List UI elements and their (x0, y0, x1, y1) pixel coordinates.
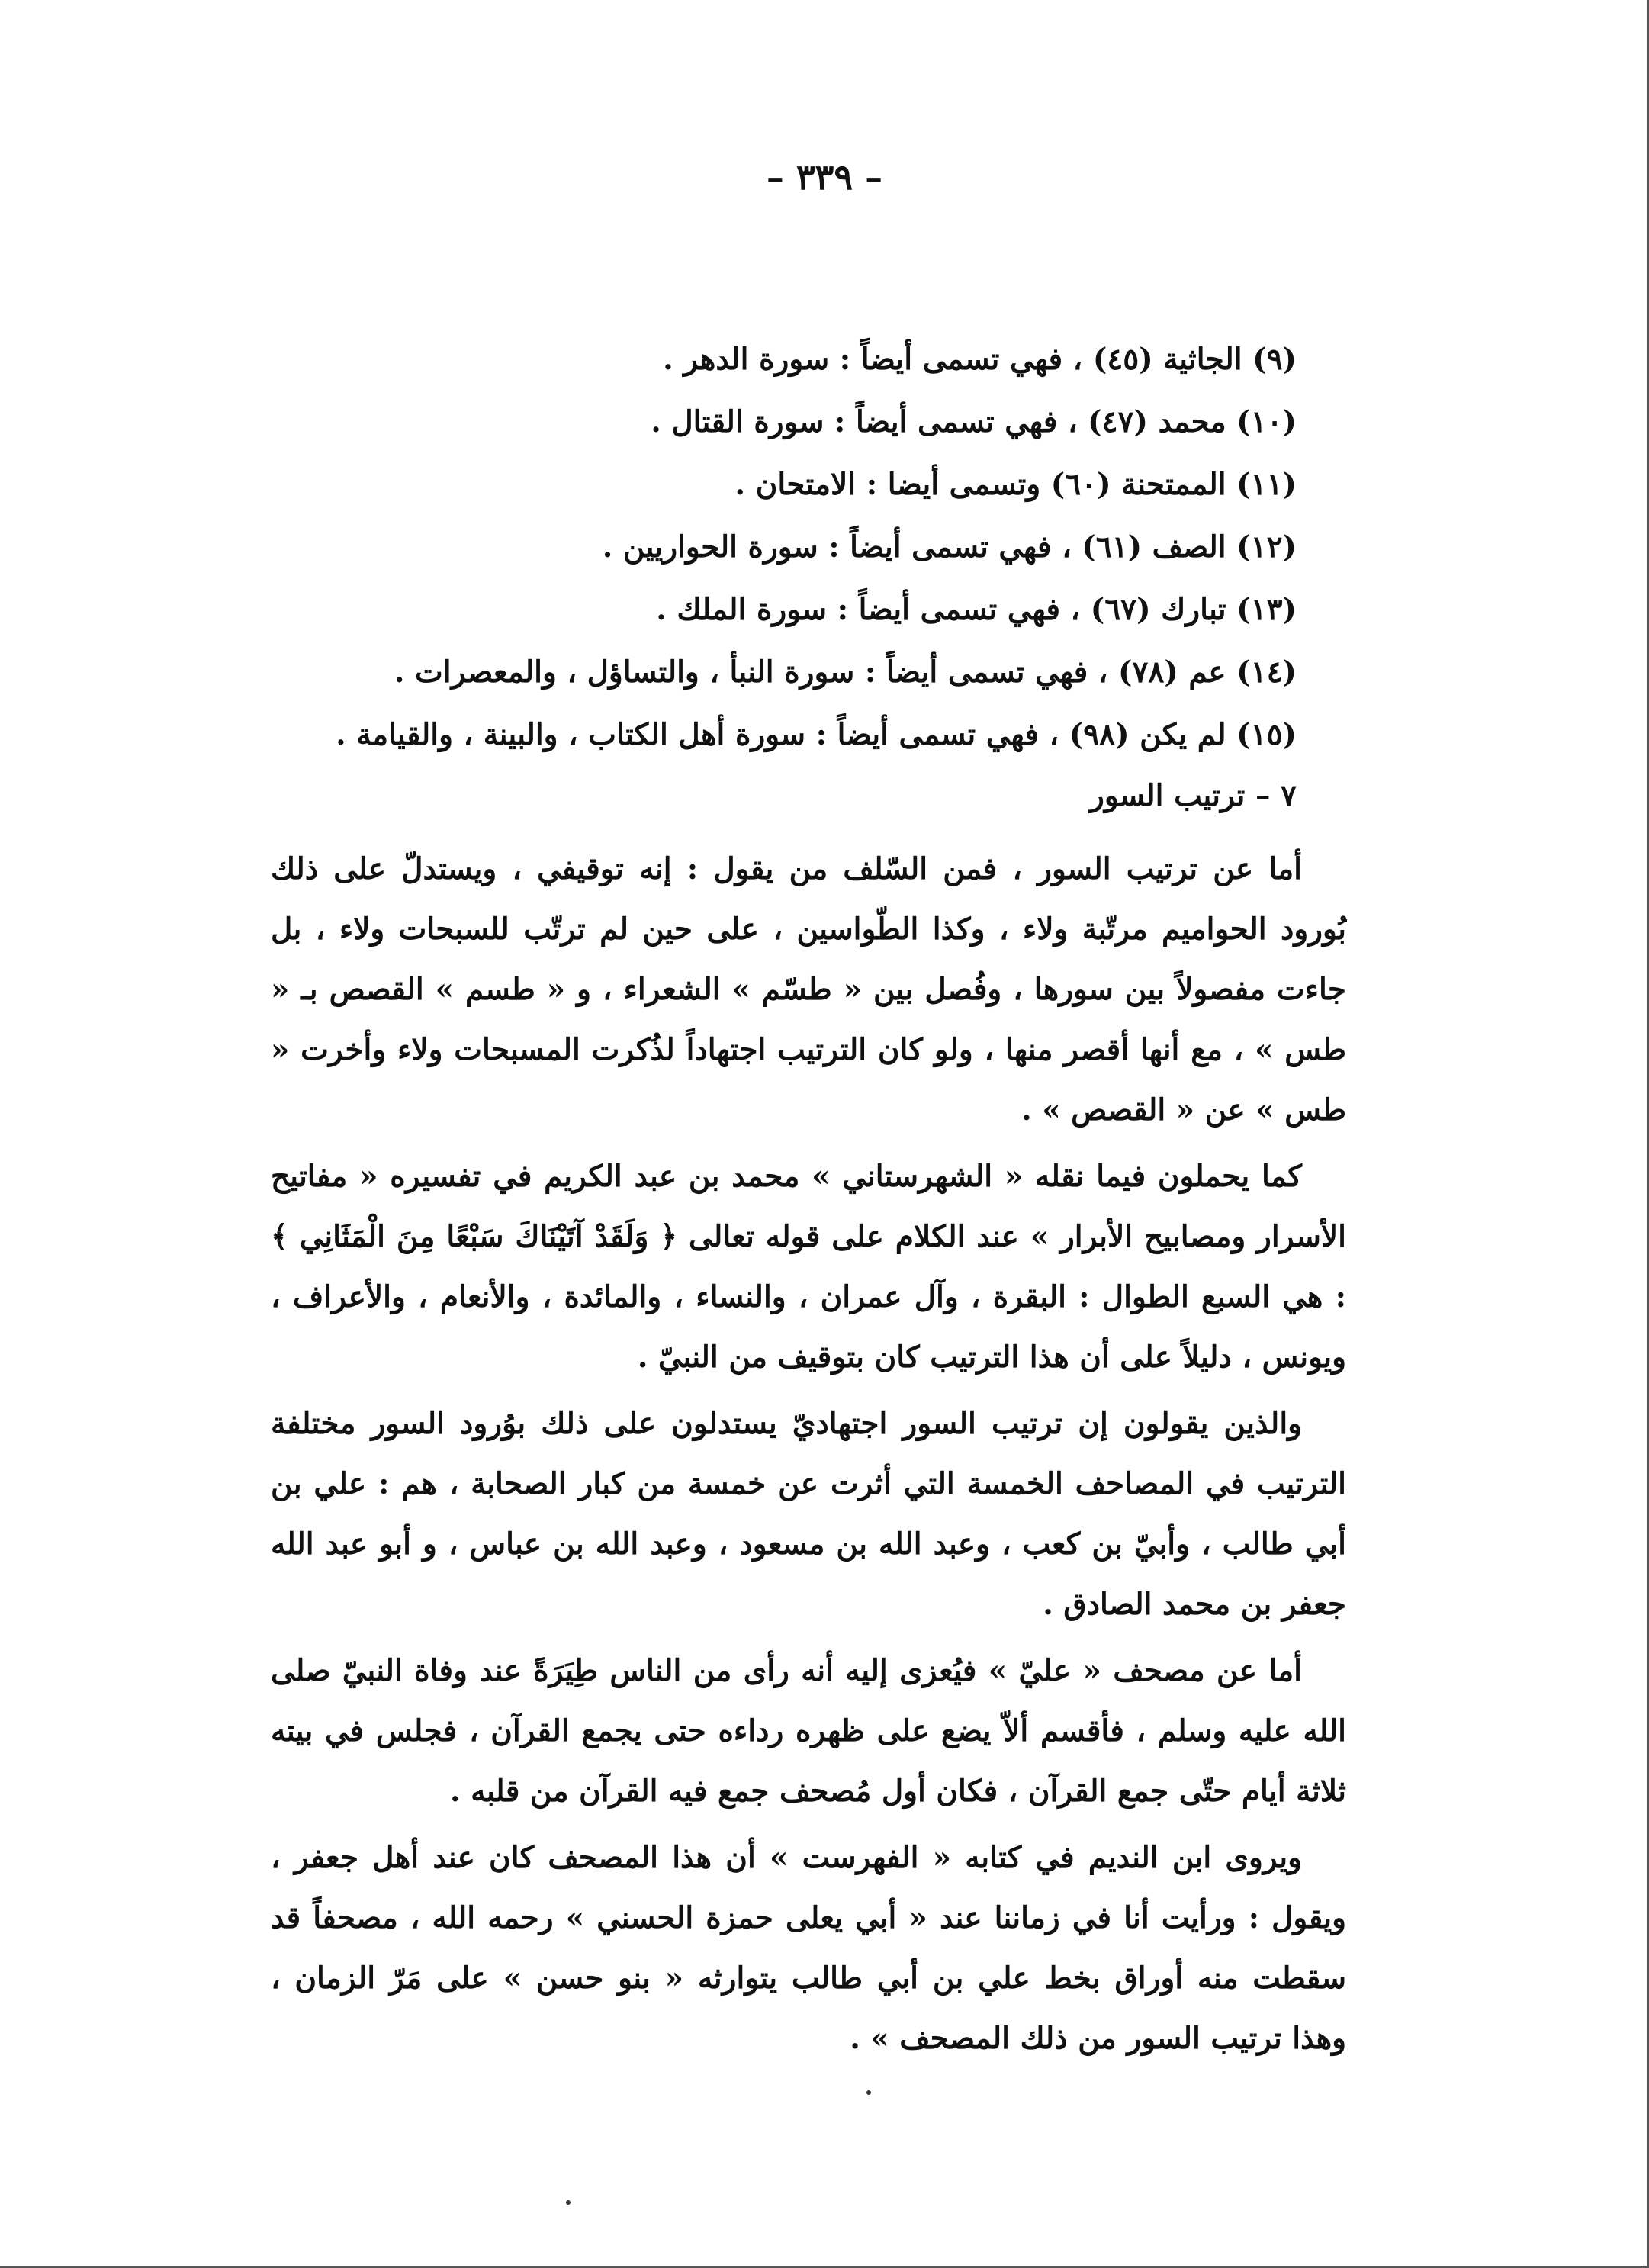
list-item: (١٠) محمد (٤٧) ، فهي تسمى أيضاً : سورة القتال . (651, 404, 1297, 439)
body-text (271, 839, 1346, 2075)
paragraph: كما يحملون فيما نقله « الشهرستاني » محمد بن عبد الكريم في تفسيره « مفاتيح الأسرار ومصابيح الأبرار » عند الكلام على قوله تعالى ﴿ وَلَقَدْ آتَيْنَاكَ سَبْعًا مِنَ الْمَثَانِي ﴾ : هي السبع الطوال : البقرة ، وآل عمران ، والنساء ، والمائدة ، والأنعام ، والأعراف ، ويونس ، دليلاً على أن هذا الترتيب كان بتوقيف من النبيّ . (271, 1159, 1347, 1375)
paragraph: ويروى ابن النديم في كتابه « الفهرست » أن هذا المصحف كان عند أهل جعفر ، ويقول : ورأيت أنا في زماننا عند « أبي يعلى حمزة الحسني » رحمه الله ، مصحفاً قد سقطت منه أوراق بخط علي بن أبي طالب يتوارثه « بنو حسن » على مَرّ الزمان ، وهذا ترتيب السور من ذلك المصحف » . (271, 1840, 1346, 2056)
surah-alternate-names-list (336, 328, 1297, 766)
paragraph: والذين يقولون إن ترتيب السور اجتهاديّ يستدلون على ذلك بوُرود السور مختلفة الترتيب في المصاحف الخمسة التي أثرت عن خمسة من كبار الصحابة ، هم : علي بن أبي طالب ، وأبيّ بن كعب ، وعبد الله بن مسعود ، وعبد الله بن عباس ، و أبو عبد الله جعفر بن محمد الصادق . (271, 1406, 1346, 1622)
paragraph: أما عن ترتيب السور ، فمن السّلف من يقول : إنه توقيفي ، ويستدلّ على ذلك بُورود الحواميم مرتّبة ولاء ، وكذا الطّواسين ، على حين لم ترتّب للسبحات ولاء ، بل جاءت مفصولاً بين سورها ، وفُصل بين « طسّم » الشعراء ، و « طسم » القصص بـ « طس » ، مع أنها أقصر منها ، ولو كان الترتيب اجتهاداً لذُكرت المسبحات ولاء وأخرت « طس » عن « القصص » . (271, 851, 1346, 1128)
section-heading: ٧ – ترتيب السور (1090, 778, 1297, 813)
list-item: (٩) الجاثية (٤٥) ، فهي تسمى أيضاً : سورة الدهر . (663, 342, 1297, 377)
list-item: (١١) الممتحنة (٦٠) وتسمى أيضا : الامتحان . (734, 467, 1297, 502)
paragraph: أما عن مصحف « عليّ » فيُعزى إليه أنه رأى من الناس طِيَرَةً عند وفاة النبيّ صلى الله عليه وسلم ، فأقسم ألاّ يضع على ظهره رداءه حتى يجمع القرآن ، فجلس في بيته ثلاثة أيام حتّى جمع القرآن ، فكان أول مُصحف جمع فيه القرآن من قلبه . (271, 1653, 1346, 1809)
list-item: (١٣) تبارك (٦٧) ، فهي تسمى أيضاً : سورة الملك . (656, 592, 1297, 627)
list-item: (١٥) لم يكن (٩٨) ، فهي تسمى أيضاً : سورة أهل الكتاب ، والبينة ، والقيامة . (336, 717, 1297, 752)
page-number: – ٣٣٩ – (766, 156, 883, 198)
scan-speck (566, 2200, 571, 2205)
list-item: (١٢) الصف (٦١) ، فهي تسمى أيضاً : سورة الحواريين . (602, 529, 1297, 565)
list-item: (١٤) عم (٧٨) ، فهي تسمى أيضاً : سورة النبأ ، والتساؤل ، والمعصرات . (394, 655, 1297, 690)
scan-speck (866, 2090, 871, 2095)
